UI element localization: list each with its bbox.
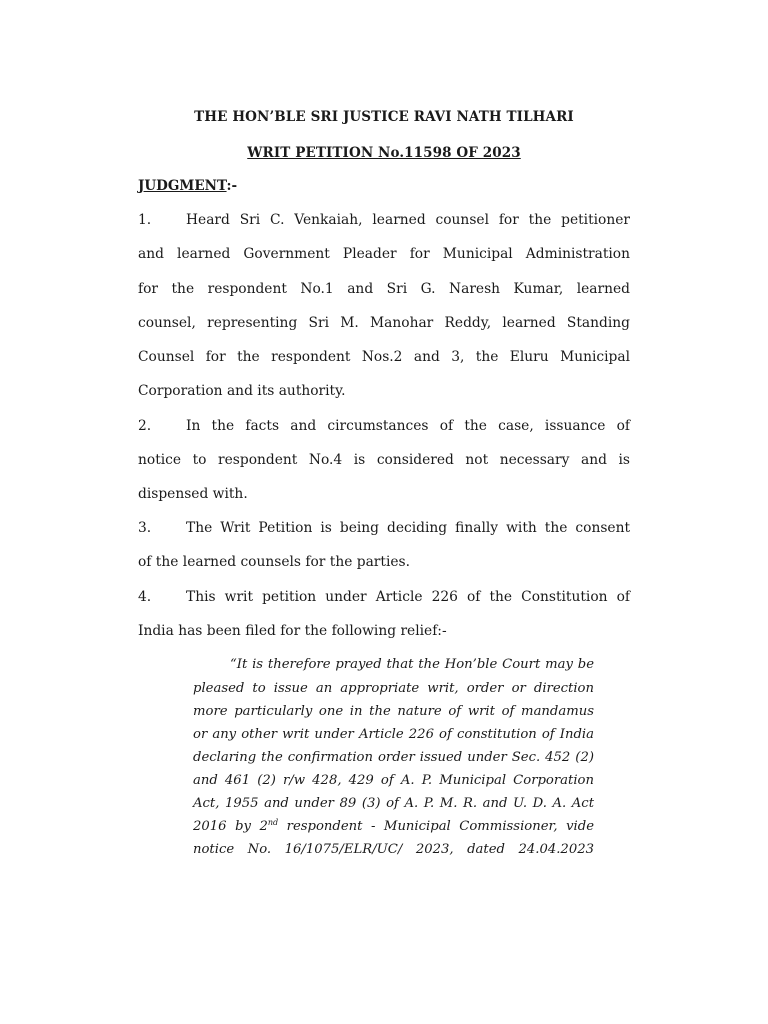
paragraph-number: 1. — [138, 212, 152, 228]
case-number: WRIT PETITION No.11598 OF 2023 — [247, 145, 521, 161]
paragraph-line: India has been filed for the following relief:- — [138, 623, 447, 639]
quote-line: more particularly one in the nature of writ of mandamus — [193, 704, 594, 719]
paragraph-line: of the learned counsels for the parties. — [138, 554, 410, 570]
judge-heading: THE HON’BLE SRI JUSTICE RAVI NATH TILHARI — [194, 109, 574, 125]
paragraph-line: Corporation and its authority. — [138, 383, 346, 399]
judgment-label-text: JUDGMENT — [138, 178, 227, 194]
paragraph-line: This writ petition under Article 226 of the Constitution of — [186, 589, 630, 605]
quote-line — [193, 818, 594, 836]
paragraph-line: for the respondent No.1 and Sri G. Naresh Kumar, learned — [138, 281, 630, 297]
paragraph-line: dispensed with. — [138, 486, 248, 502]
ordinal-superscript: nd — [267, 818, 279, 827]
quote-line: or any other writ under Article 226 of constitution of India — [193, 727, 594, 742]
paragraph-number: 4. — [138, 589, 152, 605]
quote-line-end: respondent - Municipal Commissioner, vide — [286, 819, 594, 834]
paragraph-line: counsel, representing Sri M. Manohar Reddy, learned Standing — [138, 315, 630, 331]
quote-line: declaring the confirmation order issued under Sec. 452 (2) — [193, 750, 594, 765]
quote-line: and 461 (2) r/w 428, 429 of A. P. Municipal Corporation — [193, 773, 594, 788]
quote-line: pleased to issue an appropriate writ, order or direction — [193, 681, 594, 696]
quote-line: “It is therefore prayed that the Hon’ble Court may be — [230, 657, 594, 672]
paragraph-line: In the facts and circumstances of the case, issuance of — [186, 418, 630, 434]
paragraph-line: Counsel for the respondent Nos.2 and 3, the Eluru Municipal — [138, 349, 630, 365]
quote-line: Act, 1955 and under 89 (3) of A. P. M. R. and U. D. A. Act — [193, 796, 594, 811]
quote-line-start: 2016 by 2 — [193, 819, 268, 834]
paragraph-line: Heard Sri C. Venkaiah, learned counsel for the petitioner — [186, 212, 630, 228]
paragraph-line: and learned Government Pleader for Municipal Administration — [138, 246, 630, 262]
case-heading — [0, 145, 768, 161]
judgment-label — [138, 178, 237, 194]
paragraph-number: 2. — [138, 418, 152, 434]
paragraph-number: 3. — [138, 520, 152, 536]
judgment-label-suffix: :- — [226, 178, 238, 194]
paragraph-line: The Writ Petition is being deciding finally with the consent — [186, 520, 630, 536]
paragraph-line: notice to respondent No.4 is considered not necessary and is — [138, 452, 630, 468]
quote-line: notice No. 16/1075/ELR/UC/ 2023, dated 24.04.2023 — [193, 842, 594, 857]
